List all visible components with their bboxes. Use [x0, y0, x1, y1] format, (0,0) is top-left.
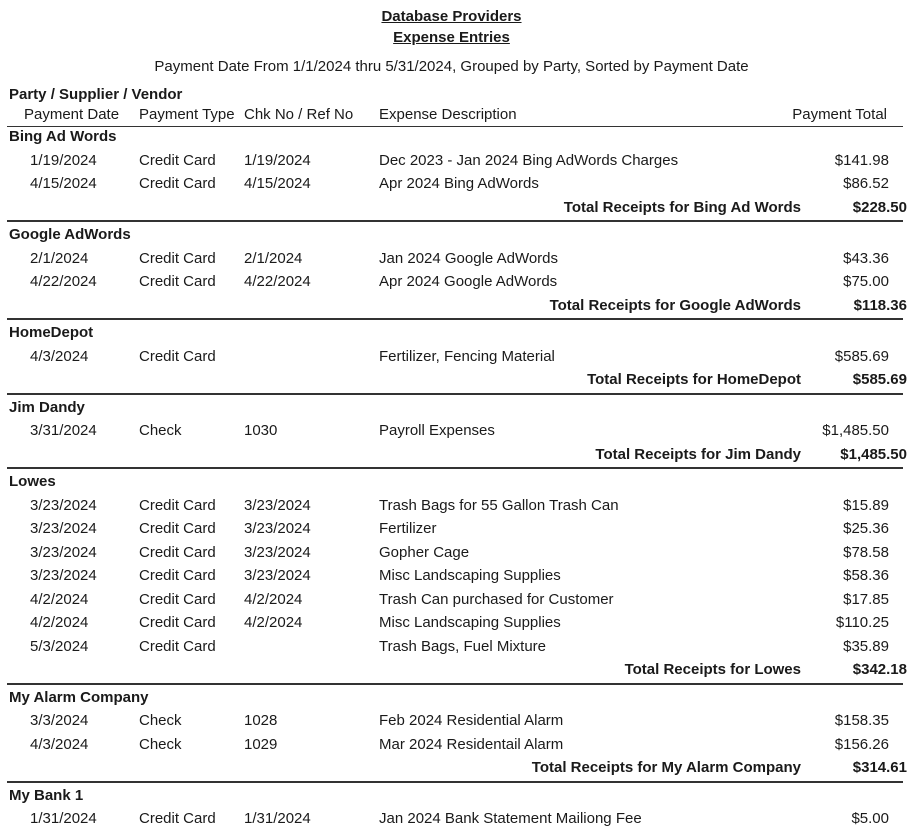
table-row: [0, 497, 903, 520]
description-cell: Jan 2024 Bank Statement Mailiong Fee: [379, 810, 642, 827]
payment-type-cell: Credit Card: [139, 496, 216, 514]
description-cell: Gopher Cage: [379, 543, 470, 561]
group-total-label: Total Receipts for My Alarm Company: [531, 759, 801, 776]
payment-date-cell: 5/3/2024: [30, 637, 89, 655]
ref-no-cell: 4/15/2024: [244, 175, 311, 192]
payment-total-cell: $5.00: [851, 810, 889, 827]
payment-total-cell: $35.89: [843, 637, 889, 655]
description-cell: Misc Landscaping Supplies: [379, 614, 561, 631]
payment-total-cell: $15.89: [843, 496, 889, 514]
ref-no-cell: 4/2/2024: [244, 614, 303, 631]
group-total-label: Total Receipts for Jim Dandy: [595, 445, 801, 463]
description-cell: Fertilizer: [379, 520, 437, 537]
column-header-row: [0, 106, 903, 126]
table-row: [0, 591, 903, 614]
column-header-payment-date: Payment Date: [24, 106, 120, 123]
table-row: [0, 273, 903, 296]
ref-no-cell: 1030: [244, 422, 278, 439]
table-row: [0, 544, 903, 567]
payment-type-cell: Credit Card: [139, 249, 216, 267]
ref-no-cell: 2/1/2024: [244, 249, 303, 267]
table-row: [0, 175, 903, 198]
payment-total-cell: $78.58: [843, 543, 889, 561]
ref-no-cell: 4/2/2024: [244, 590, 303, 608]
description-cell: Payroll Expenses: [379, 422, 495, 439]
column-header-payment-total: Payment Total: [792, 106, 887, 123]
payment-date-cell: 4/3/2024: [30, 347, 89, 365]
description-cell: Mar 2024 Residentail Alarm: [379, 735, 564, 753]
payment-type-cell: Credit Card: [139, 590, 216, 608]
group-total-amount: $342.18: [852, 661, 907, 678]
payment-type-cell: Credit Card: [139, 347, 216, 365]
table-row: [0, 250, 903, 273]
payment-total-cell: $158.35: [834, 712, 889, 729]
column-header-description: Expense Description: [379, 106, 517, 123]
payment-total-cell: $25.36: [843, 520, 889, 537]
group-divider: [7, 318, 903, 320]
group-total-label: Total Receipts for Google AdWords: [549, 296, 801, 314]
description-cell: Apr 2024 Google AdWords: [379, 273, 558, 290]
table-row: [0, 614, 903, 637]
group-divider: [7, 220, 903, 222]
payment-date-cell: 3/31/2024: [30, 422, 97, 439]
group-total-amount: $1,485.50: [840, 445, 907, 463]
description-cell: Trash Bags, Fuel Mixture: [379, 637, 546, 655]
payment-type-cell: Credit Card: [139, 151, 216, 169]
payment-type-cell: Credit Card: [139, 543, 216, 561]
group-total-label: Total Receipts for Lowes: [624, 661, 801, 678]
payment-type-cell: Credit Card: [139, 810, 216, 827]
group-divider: [7, 781, 903, 783]
description-cell: Dec 2023 - Jan 2024 Bing AdWords Charges: [379, 151, 679, 169]
payment-date-cell: 1/19/2024: [30, 151, 97, 169]
group-name: Jim Dandy: [9, 398, 85, 416]
payment-type-cell: Credit Card: [139, 637, 216, 655]
table-row: [0, 348, 903, 371]
payment-date-cell: 4/2/2024: [30, 590, 89, 608]
payment-type-cell: Check: [139, 422, 182, 439]
payment-type-cell: Check: [139, 712, 182, 729]
payment-date-cell: 3/23/2024: [30, 496, 97, 514]
payment-total-cell: $58.36: [843, 567, 889, 584]
description-cell: Misc Landscaping Supplies: [379, 567, 561, 584]
group-total-amount: $228.50: [852, 198, 907, 216]
ref-no-cell: 1028: [244, 712, 278, 729]
table-row: [0, 712, 903, 735]
payment-type-cell: Credit Card: [139, 175, 216, 192]
payment-date-cell: 3/23/2024: [30, 543, 97, 561]
group-divider: [7, 393, 903, 395]
header-divider: [7, 126, 903, 127]
report-header: [0, 6, 903, 48]
payment-total-cell: $17.85: [843, 590, 889, 608]
column-header-chk-no: Chk No / Ref No: [244, 106, 354, 123]
payment-total-cell: $75.00: [843, 273, 889, 290]
description-cell: Fertilizer, Fencing Material: [379, 347, 555, 365]
payment-total-cell: $156.26: [834, 735, 889, 753]
ref-no-cell: 3/23/2024: [244, 520, 311, 537]
ref-no-cell: 1029: [244, 735, 278, 753]
ref-no-cell: 1/19/2024: [244, 151, 311, 169]
table-row: [0, 810, 903, 833]
table-row: [0, 422, 903, 445]
payment-date-cell: 4/3/2024: [30, 735, 89, 753]
group-name: HomeDepot: [9, 324, 94, 341]
payment-date-cell: 1/31/2024: [30, 810, 97, 827]
payment-total-cell: $43.36: [843, 249, 889, 267]
group-total-label: Total Receipts for HomeDepot: [587, 371, 801, 388]
group-name: Lowes: [9, 473, 56, 490]
ref-no-cell: 3/23/2024: [244, 496, 311, 514]
payment-date-cell: 4/15/2024: [30, 175, 97, 192]
report-filter-text: Payment Date From 1/1/2024 thru 5/31/2024, Grouped by Party, Sorted by Payment Date: [154, 58, 749, 75]
description-cell: Trash Can purchased for Customer: [379, 590, 614, 608]
column-header-payment-type: Payment Type: [139, 106, 235, 123]
ref-no-cell: 4/22/2024: [244, 273, 311, 290]
payment-date-cell: 3/3/2024: [30, 712, 89, 729]
payment-total-cell: $1,485.50: [822, 422, 889, 439]
description-cell: Apr 2024 Bing AdWords: [379, 175, 539, 192]
report-subtitle: Expense Entries: [393, 29, 510, 46]
table-row: [0, 638, 903, 661]
group-name: My Alarm Company: [9, 688, 149, 706]
table-row: [0, 567, 903, 590]
payment-date-cell: 3/23/2024: [30, 520, 97, 537]
table-row: [0, 520, 903, 543]
payment-type-cell: Check: [139, 735, 182, 753]
payment-date-cell: 4/2/2024: [30, 614, 89, 631]
table-row: [0, 736, 903, 759]
group-name: Bing Ad Words: [9, 128, 117, 145]
column-header-party: Party / Supplier / Vendor: [9, 86, 183, 103]
payment-type-cell: Credit Card: [139, 273, 216, 290]
ref-no-cell: 3/23/2024: [244, 567, 311, 584]
group-total-label: Total Receipts for Bing Ad Words: [563, 198, 801, 216]
group-name: Google AdWords: [9, 226, 131, 243]
payment-total-cell: $141.98: [834, 151, 889, 169]
group-name: My Bank 1: [9, 786, 84, 804]
group-total-amount: $118.36: [853, 296, 907, 314]
payment-date-cell: 4/22/2024: [30, 273, 97, 290]
payment-total-cell: $110.25: [835, 614, 889, 631]
group-divider: [7, 683, 903, 685]
description-cell: Jan 2024 Google AdWords: [379, 249, 559, 267]
payment-date-cell: 3/23/2024: [30, 567, 97, 584]
payment-date-cell: 2/1/2024: [30, 249, 89, 267]
description-cell: Feb 2024 Residential Alarm: [379, 712, 564, 729]
payment-total-cell: $585.69: [834, 347, 889, 365]
description-cell: Trash Bags for 55 Gallon Trash Can: [379, 496, 619, 514]
ref-no-cell: 3/23/2024: [244, 543, 311, 561]
ref-no-cell: 1/31/2024: [244, 810, 311, 827]
payment-type-cell: Credit Card: [139, 567, 216, 584]
payment-type-cell: Credit Card: [139, 614, 216, 631]
group-total-amount: $585.69: [852, 371, 907, 388]
payment-type-cell: Credit Card: [139, 520, 216, 537]
table-row: [0, 152, 903, 175]
payment-total-cell: $86.52: [843, 175, 889, 192]
group-total-amount: $314.61: [852, 759, 907, 776]
group-divider: [7, 467, 903, 469]
report-title: Database Providers: [381, 8, 522, 25]
